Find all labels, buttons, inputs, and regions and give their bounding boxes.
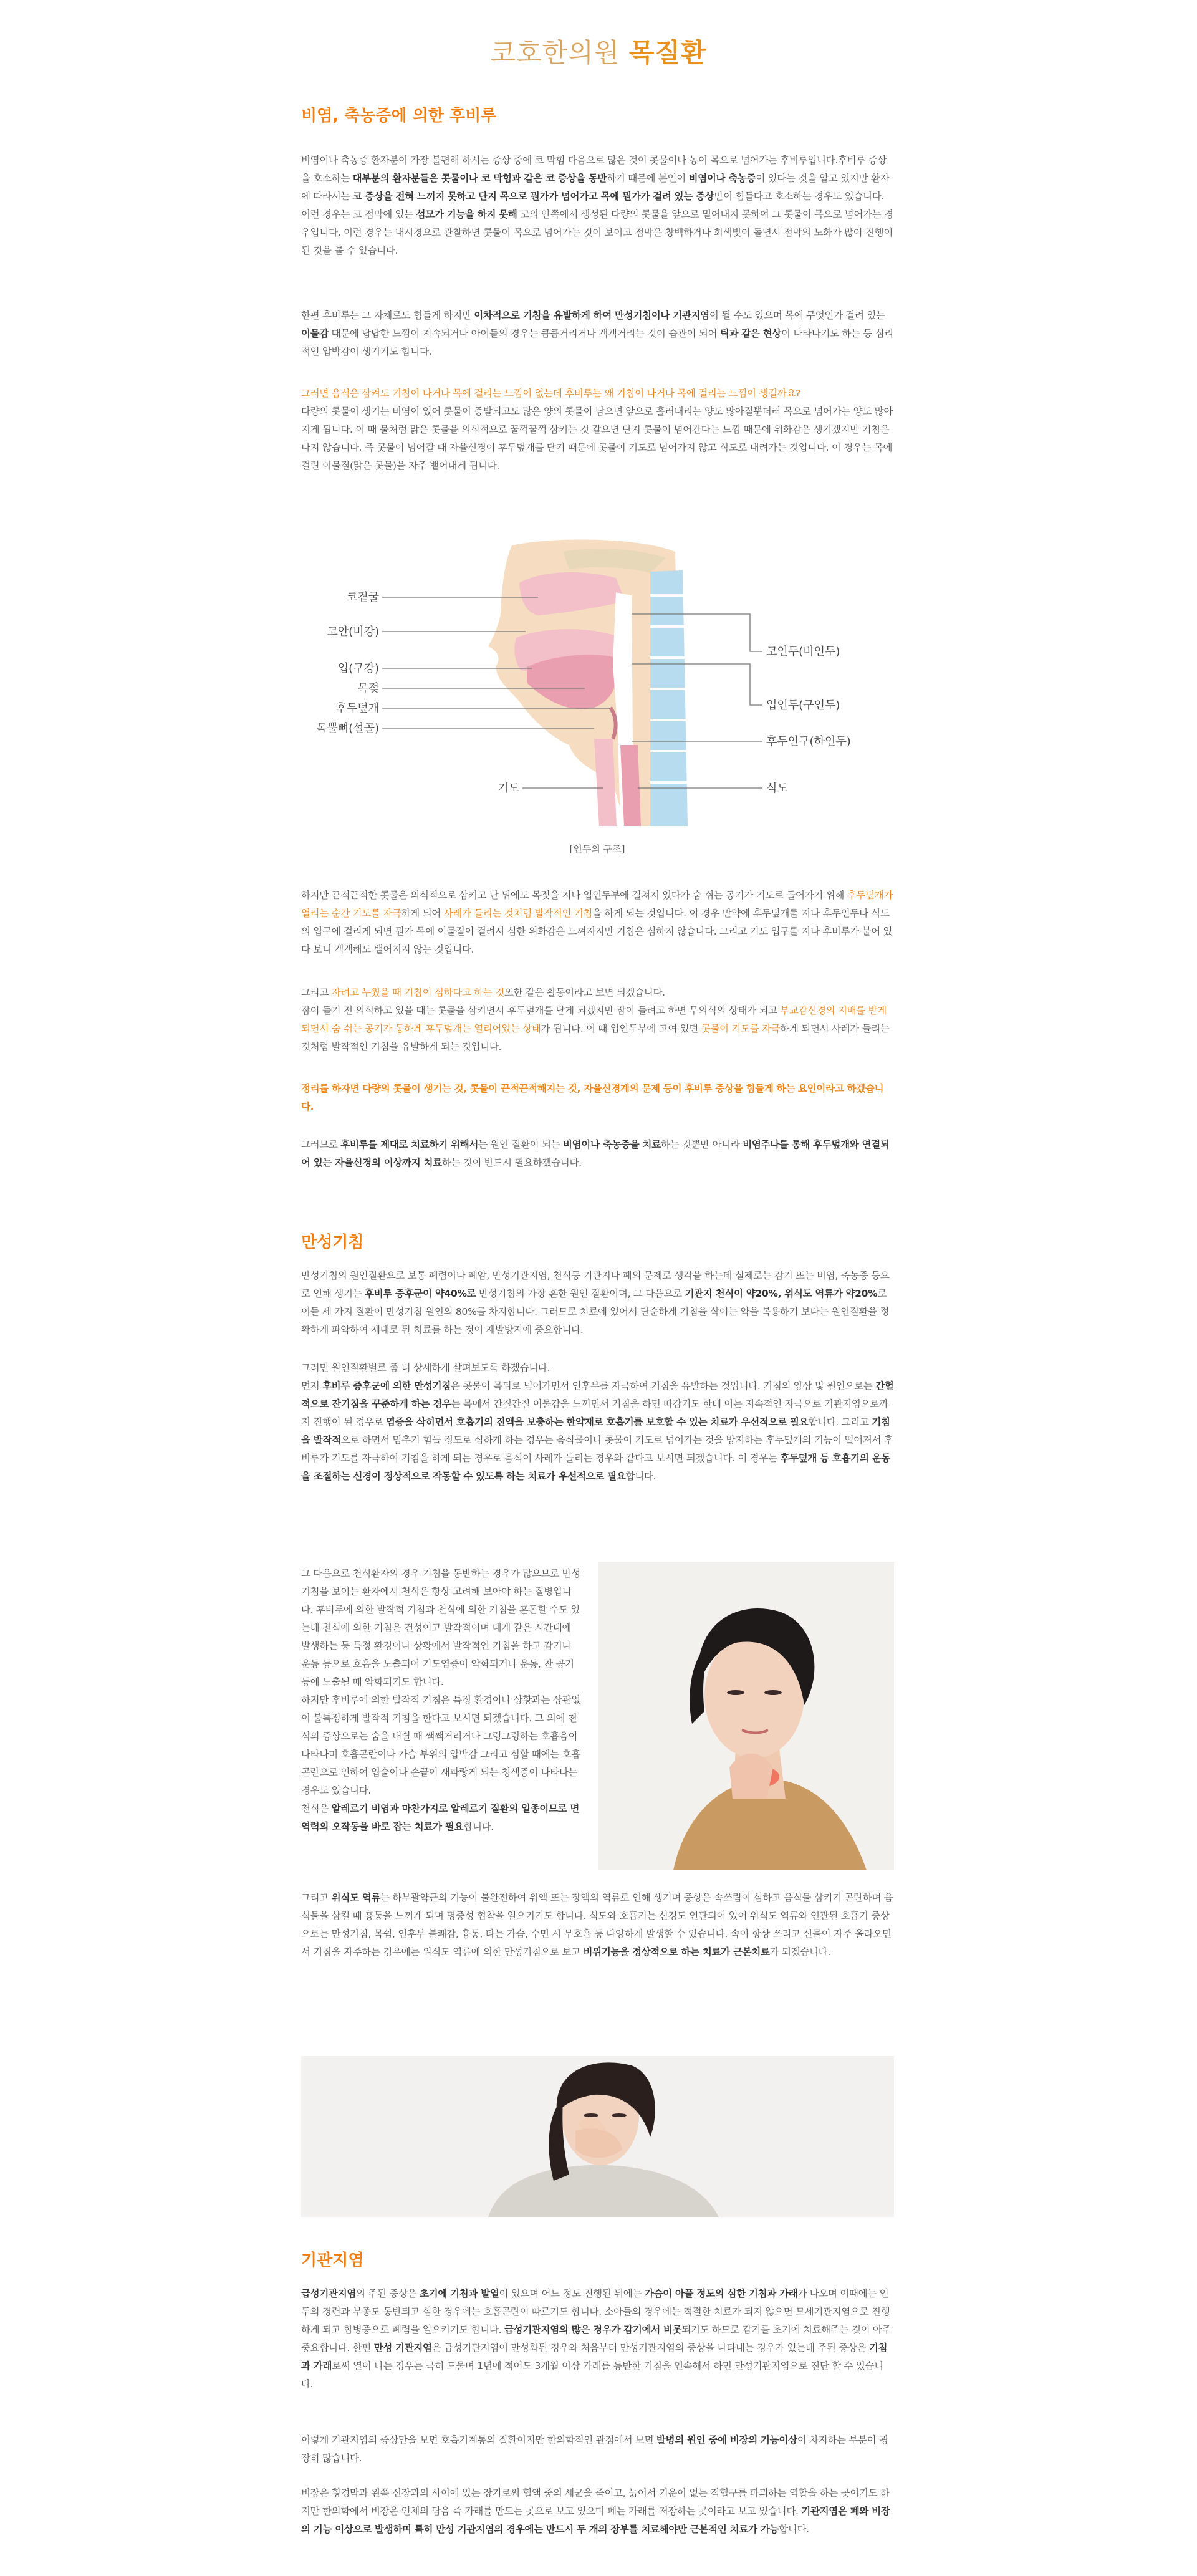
- para-cough-1: 만성기침의 원인질환으로 보통 폐렴이나 폐암, 만성기관지염, 천식등 기관지나 폐의 문제로 생각을 하는데 실제로는 감기 또는 비염, 축농증 등으로 인해 생기는 후비루 증후군이 약40%로 만성기침의 가장 흔한 원인 질환이며, 그 다음으로 기관지 천식이 약20%, 위식도 역류가 약20%로 이들 세 가지 질환이 만성기침 원인의 80%를 차지합니다. 그러므로 치료에 있어서 단순하게 기침을 삭이는 약을 복용하기 보다는 원인질환을 정확하게 파악하여 제대로 된 치료를 하는 것이 재발방지에 중요합니다.: [301, 1270, 890, 1335]
- page-title-light: 코호한의원: [490, 37, 620, 68]
- para-cough-3c: 천식은 알레르기 비염과 마찬가지로 알레르기 질환의 일종이므로 면역력의 오작동을 바로 잡는 치료가 필요합니다.: [301, 1803, 580, 1832]
- photo-coughing-illustration: [301, 2056, 894, 2217]
- section-heading-chronic-cough: 만성기침: [301, 1233, 364, 1252]
- para-postnasal-7: 그러므로 후비루를 제대로 치료하기 위해서는 원인 질환이 되는 비염이나 축농증을 치료하는 것뿐만 아니라 비염주나를 통해 후두덮개와 연결되어 있는 자율신경의 이상까지 치료하는 것이 반드시 필요하겠습니다.: [301, 1139, 890, 1168]
- para-postnasal-summary: 정리를 하자면 다량의 콧물이 생기는 것, 콧물이 끈적끈적해지는 것, 자율신경계의 문제 등이 후비루 증상을 힘들게 하는 요인이라고 하겠습니다.: [301, 1083, 884, 1112]
- para-cough-3b: 하지만 후비루에 의한 발작적 기침은 특정 환경이나 상황과는 상관없이 불특정하게 발작적 기침을 한다고 보시면 되겠습니다. 그 외에 천식의 증상으로는 숨을 내쉴 때 쌕쌕거리거나 그렁그렁하는 호흡음이 나타나며 호흡곤란이나 가슴 부위의 압박감 그리고 심할 때에는 호흡곤란으로 인하여 입술이나 손끝이 새파랗게 되는 청색증이 나타나는 경우도 있습니다.: [301, 1694, 580, 1796]
- diagram-caption: [인두의 구조]: [569, 843, 625, 855]
- label-nasopharynx: 코인두(비인두): [766, 645, 840, 658]
- para-postnasal-1: 비염이나 축농증 환자분이 가장 불편해 하시는 증상 중에 코 막힘 다음으로 많은 것이 콧물이나 농이 목으로 넘어가는 후비루입니다.후비루 증상을 호소하는 대부분의 환자분들은 콧물이나 코 막힘과 같은 코 증상을 동반하기 때문에 본인이 비염이나 축농증이 있다는 것을 알고 있지만 환자에 따라서는 코 증상을 전혀 느끼지 못하고 단지 목으로 뭔가가 넘어가고 목에 뭔가가 걸려 있는 증상만이 힘들다고 호소하는 경우도 있습니다. 이런 경우는 코 점막에 있는 섬모가 기능을 하지 못해 코의 안쪽에서 생성된 다량의 콧물을 앞으로 밀어내지 못하여 그 콧물이 목으로 넘어가는 경우입니다. 이런 경우는 내시경으로 관찰하면 콧물이 목으로 넘어가는 것이 보이고 점막은 창백하거나 회색빛이 돌면서 점막의 노화가 많이 진행이 된 것을 볼 수 있습니다.: [301, 155, 893, 256]
- photo-sore-throat-illustration: [598, 1562, 894, 1870]
- para-cough-3: [301, 1565, 582, 1836]
- para-postnasal-2: 한편 후비루는 그 자체로도 힘들게 하지만 이차적으로 기침을 유발하게 하여 만성기침이나 기관지염이 될 수도 있으며 목에 무엇인가 걸려 있는 이물감 때문에 답답한 느낌이 지속되거나 아이들의 경우는 큼큼거리거나 캑캑거리는 것이 습관이 되어 틱과 같은 현상이 나타나기도 하는 등 심리적인 압박감이 생기기도 합니다.: [301, 310, 893, 357]
- para-postnasal-5b: 잠이 들기 전 의식하고 있을 때는 콧물을 삼키면서 후두덮개를 닫게 되겠지만 잠이 들려고 하면 무의식의 상태가 되고 부교감신경의 지배를 받게 되면서 숨 쉬는 공기가 통하게 후두덮개는 열리어있는 상태가 됩니다. 이 때 입인두부에 고여 있던 콧물이 기도를 자극하게 되면서 사레가 들리는 것처럼 발작적인 기침을 유발하게 되는 것입니다.: [301, 1005, 890, 1052]
- label-esophagus: 식도: [766, 782, 788, 795]
- para-bronchitis-2: 이렇게 기관지염의 증상만을 보면 호흡기계통의 질환이지만 한의학적인 관점에서 보면 발병의 원인 중에 비장의 기능이상이 차지하는 부분이 굉장히 많습니다.: [301, 2434, 888, 2464]
- label-trachea: 기도: [498, 782, 519, 795]
- para-postnasal-4: 하지만 끈적끈적한 콧물은 의식적으로 삼키고 난 뒤에도 목젖을 지나 입인두부에 걸쳐져 있다가 숨 쉬는 공기가 기도로 들어가기 위해 후두덮개가 열리는 순간 기도를 자극하게 되어 사레가 들리는 것처럼 발작적인 기침을 하게 되는 것입니다. 이 경우 만약에 후두덮개를 지나 후두인두나 식도의 입구에 걸리게 되면 뭔가 목에 이물질이 걸려서 심한 위화감은 느껴지지만 기침은 심하지 않습니다. 그리고 기도 입구를 지나 후비루가 붙어 있다 보니 캑캑해도 뱉어지지 않는 것입니다.: [301, 890, 893, 955]
- para-bronchitis-3: 비장은 횡경막과 왼쪽 신장과의 사이에 있는 장기로써 혈액 중의 세균을 죽이고, 늙어서 기운이 없는 적혈구를 파괴하는 역할을 하는 곳이기도 하지만 한의학에서 비장은 인체의 담음 즉 가래를 만드는 곳으로 보고 있으며 폐는 가래를 저장하는 곳이라고 보고 있습니다. 기관지염은 폐와 비장의 기능 이상으로 발생하며 특히 만성 기관지염의 경우에는 반드시 두 개의 장부를 치료해야만 근본적인 치료가 가능합니다.: [301, 2487, 890, 2535]
- section-heading-postnasal: 비염, 축농증에 의한 후비루: [301, 107, 497, 125]
- para-postnasal-3-body: 다량의 콧물이 생기는 비염이 있어 콧물이 증발되고도 많은 양의 콧물이 남으면 앞으로 흘러내리는 양도 많아질뿐더러 목으로 넘어가는 양도 많아지게 됩니다. 이 때 물처럼 맑은 콧물을 의식적으로 꿀꺽꿀꺽 삼키는 것 같으면 단지 콧물이 넘어간다는 느낌 때문에 위화감은 생기겠지만 기침은 나지 않습니다. 즉 콧물이 넘어갈 때 자율신경이 후두덮개를 닫기 때문에 콧물이 기도로 넘어가지 않고 식도로 내려가는 것입니다. 이 경우는 목에 걸린 이물질(맑은 콧물)을 자주 뱉어내게 됩니다.: [301, 406, 893, 471]
- page-title-bold: 목질환: [628, 37, 707, 68]
- label-epiglottis: 후두덮개: [335, 702, 379, 715]
- label-nasal-cavity: 코안(비강): [327, 625, 379, 638]
- pharynx-diagram: [301, 533, 894, 870]
- para-cough-2: [301, 1359, 894, 1486]
- para-cough-4: 그리고 위식도 역류는 하부괄약근의 기능이 불완전하여 위액 또는 장액의 역류로 인해 생기며 증상은 속쓰림이 심하고 음식물 삼키기 곤란하며 음식물을 삼킬 때 흉통을 느끼게 되며 명증성 협착을 일으키기도 합니다. 식도와 호흡기는 신경도 연관되어 있어 위식도 역류와 연관된 호흡기 증상으로는 만성기침, 목쉼, 인후부 불쾌감, 흉통, 타는 가슴, 수면 시 무호흡 등 다양하게 발생할 수 있습니다. 속이 항상 쓰리고 신물이 자주 올라오면서 기침을 자주하는 경우에는 위식도 역류에 의한 만성기침으로 보고 비위기능을 정상적으로 하는 치료가 근본치료가 되겠습니다.: [301, 1892, 893, 1958]
- para-bronchitis-1: 급성기관지염의 주된 증상은 초기에 기침과 발열이 있으며 어느 정도 진행된 뒤에는 가슴이 아플 정도의 심한 기침과 가래가 나오며 이때에는 인두의 경련과 부종도 동반되고 심한 경우에는 호흡곤란이 따르기도 합니다. 소아들의 경우에는 적절한 치료가 되지 않으면 모세기관지염으로 진행하게 되고 합병증으로 폐렴을 일으키기도 합니다. 급성기관지염의 많은 경우가 감기에서 비롯되기도 하므로 감기를 초기에 치료해주는 것이 아주 중요합니다. 한편 만성 기관지염은 급성기관지염이 만성화된 경우와 처음부터 만성기관지염의 증상을 나타내는 경우가 있는데 주된 증상은 기침과 가래로써 열이 나는 경우는 극히 드물며 1년에 적어도 3개월 이상 가래를 동반한 기침을 연속해서 하면 만성기관지염으로 진단 할 수 있습니다.: [301, 2288, 892, 2390]
- photo-coughing-woman: [301, 2056, 894, 2217]
- pharynx-diagram-svg: [301, 533, 894, 870]
- label-laryngopharynx: 후두인구(하인두): [766, 735, 851, 748]
- label-uvula: 목젖: [357, 682, 379, 695]
- para-postnasal-3: [301, 385, 894, 475]
- section-heading-bronchitis: 기관지염: [301, 2251, 364, 2270]
- label-oropharynx: 입인두(구인두): [766, 699, 840, 712]
- label-paranasal-sinus: 코곁굴: [346, 591, 379, 604]
- para-postnasal-5a: 그리고 자려고 누웠을 때 기침이 심하다고 하는 것또한 같은 활동이라고 보면 되겠습니다.: [301, 987, 665, 998]
- label-hyoid: 목뿔뼈(설골): [316, 722, 379, 735]
- page-title: [0, 32, 1197, 70]
- label-oral-cavity: 입(구강): [337, 662, 379, 675]
- para-postnasal-question: 그러면 음식은 삼켜도 기침이 나거나 목에 걸리는 느낌이 없는데 후비루는 왜 기침이 나거나 목에 걸리는 느낌이 생길까요?: [301, 388, 800, 399]
- para-cough-3a: 그 다음으로 천식환자의 경우 기침을 동반하는 경우가 많으므로 만성기침을 보이는 환자에서 천식은 항상 고려해 보아야 하는 질병입니다. 후비루에 의한 발작적 기침과 천식에 의한 기침을 혼돈할 수도 있는데 천식에 의한 기침은 건성이고 발작적이며 대개 같은 시간대에 발생하는 등 특정 환경이나 상황에서 발작적인 기침을 하고 감기나 운동 등으로 호흡을 노출되어 기도염증이 악화되거나 운동, 찬 공기 등에 노출될 때 악화되기도 합니다.: [301, 1568, 580, 1688]
- para-postnasal-5: [301, 984, 894, 1056]
- para-cough-2b: 먼저 후비루 증후군에 의한 만성기침은 콧물이 목뒤로 넘어가면서 인후부를 자극하여 기침을 유발하는 것입니다. 기침의 양상 및 원인으로는 간헐적으로 잔기침을 꾸준하게 하는 경우는 목에서 간질간질 이물감을 느끼면서 기침을 하면 따갑기도 한데 이는 지속적인 자극으로 기관지염으로까지 진행이 된 경우로 염증을 삭히면서 호흡기의 진액을 보충하는 한약재로 호흡기를 보호할 수 있는 치료가 우선적으로 필요합니다. 그리고 기침을 발작적으로 하면서 멈추기 힘들 정도로 심하게 하는 경우는 음식물이나 콧물이 기도로 넘어가는 것을 방지하는 후두덮개의 기능이 떨어져서 후비루가 기도를 자극하여 기침을 하게 되는 경우로 음식이 사레가 들리는 경우와 같다고 보시면 되겠습니다. 이 경우는 후두덮개 등 호흡기의 운동을 조절하는 신경이 정상적으로 작동할 수 있도록 하는 치료가 우선적으로 필요합니다.: [301, 1380, 894, 1482]
- para-cough-2a: 그러면 원인질환별로 좀 더 상세하게 살펴보도록 하겠습니다.: [301, 1362, 550, 1373]
- photo-sore-throat-woman: [598, 1562, 894, 1870]
- trachea: [594, 739, 617, 826]
